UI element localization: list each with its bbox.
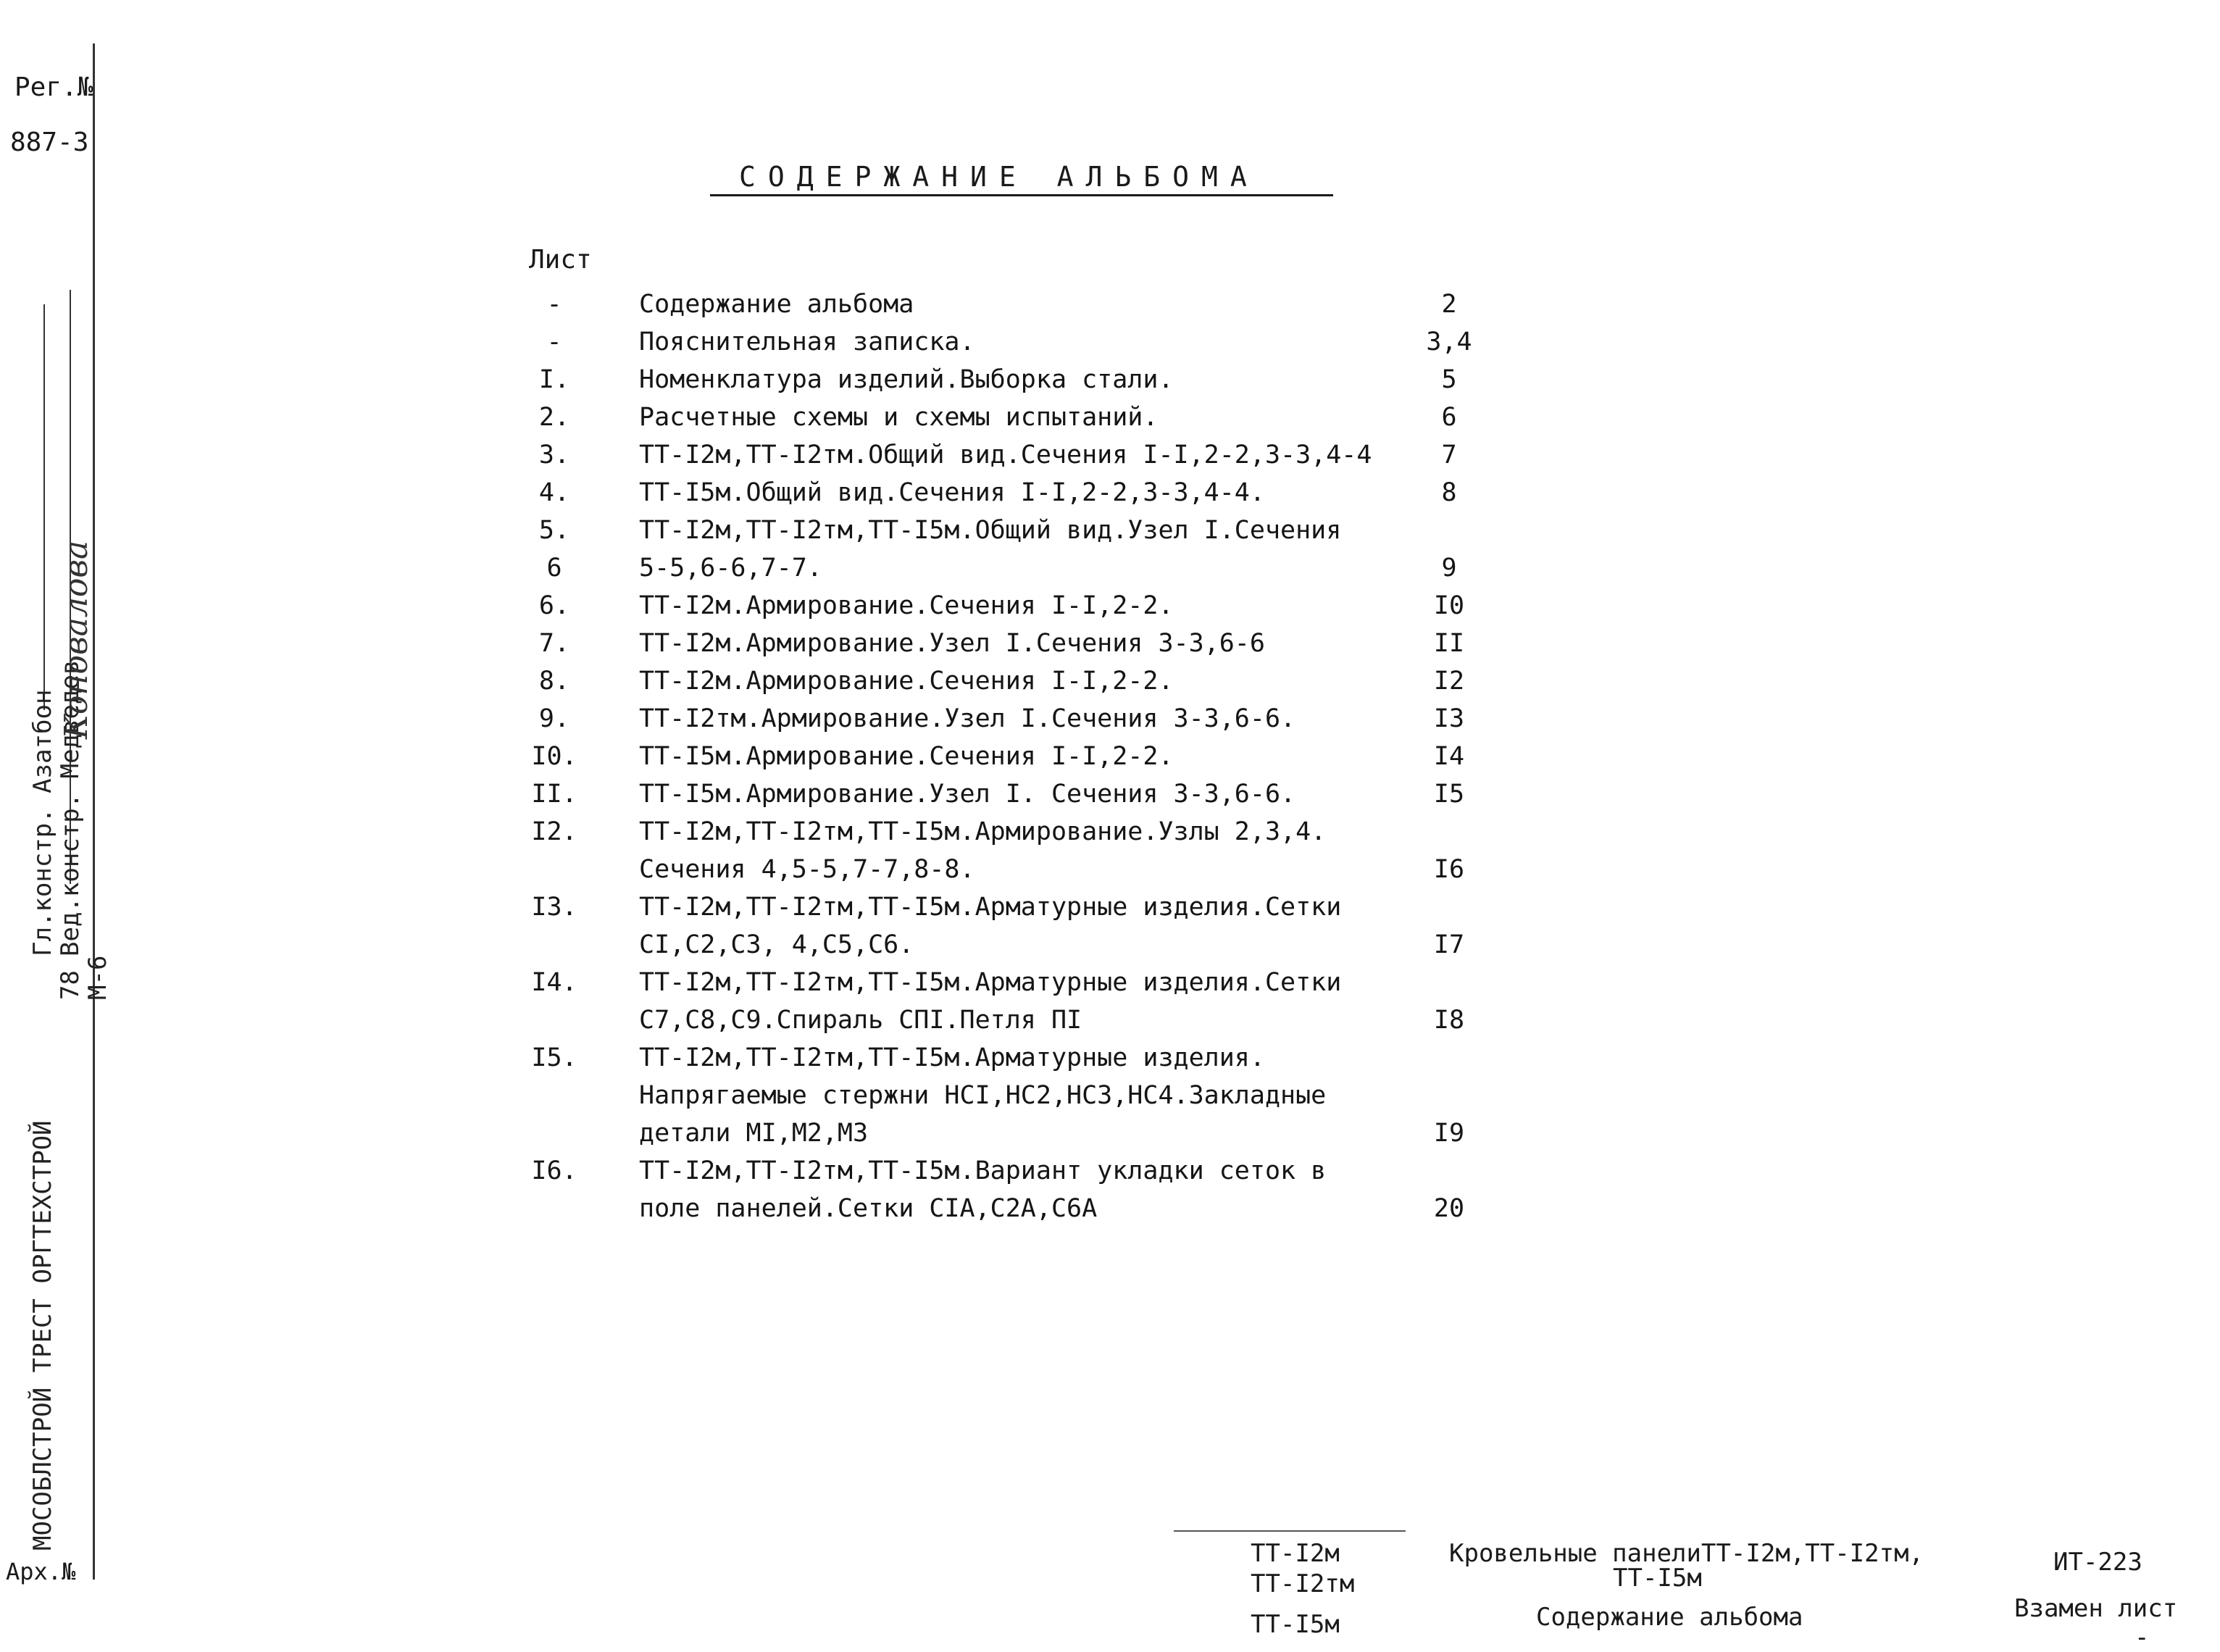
document-title: СОДЕРЖАНИЕ АЛЬБОМА: [739, 161, 1259, 193]
contents-row: [529, 629, 1485, 667]
row-page: I9: [1433, 1119, 1465, 1148]
role-sheet: М-6: [83, 955, 112, 1000]
contents-row: [529, 855, 1485, 893]
sheet-column-header: Лист: [529, 245, 592, 275]
row-text: ТТ-I2м,ТТ-I2тм,ТТ-I5м.Арматурные изделия.Сетки: [639, 968, 1342, 997]
row-page: 6: [1441, 403, 1457, 432]
registration-label: Рег.№: [14, 72, 93, 102]
row-number: 2.: [538, 403, 570, 432]
stamp-mark-3: ТТ-I5м: [1251, 1610, 1340, 1639]
row-number: 3.: [538, 441, 570, 470]
row-page: I3: [1433, 704, 1465, 733]
stamp-mark-1: ТТ-I2м: [1251, 1539, 1340, 1568]
contents-row: [529, 1006, 1485, 1043]
org-stamp: МОСОБЛСТРОЙ ТРЕСТ ОРГТЕХСТРОЙ: [28, 1120, 57, 1551]
row-page: II: [1433, 629, 1465, 658]
row-text: Сечения 4,5-5,7-7,8-8.: [639, 855, 975, 884]
stamp-title-line-1: Кровельные панелиТТ-I2м,ТТ-I2тм,: [1449, 1539, 1924, 1568]
contents-row: [529, 1194, 1485, 1232]
registration-number: 887-3: [10, 128, 89, 157]
contents-row: [529, 1081, 1485, 1119]
title-underline: [710, 194, 1333, 196]
contents-row: [529, 968, 1485, 1006]
signature-handwritten: Коновалова: [58, 540, 95, 739]
row-number: -: [546, 290, 562, 319]
stamp-code: ИТ-223: [2053, 1548, 2142, 1577]
row-number: I2.: [531, 817, 577, 846]
row-page: I8: [1433, 1006, 1465, 1035]
row-page: 9: [1441, 554, 1457, 583]
row-text: ТТ-I2м,ТТ-I2тм,ТТ-I5м.Общий вид.Узел I.Сечения: [639, 516, 1342, 545]
row-number: 8.: [538, 667, 570, 696]
row-number: 4.: [538, 478, 570, 507]
row-text: Напрягаемые стержни НСI,НС2,НС3,НС4.Закладные: [639, 1081, 1327, 1110]
contents-row: [529, 328, 1485, 365]
row-number: I.: [538, 365, 570, 394]
row-text: ТТ-I5м.Армирование.Сечения I-I,2-2.: [639, 742, 1174, 771]
contents-row: [529, 704, 1485, 742]
row-number: I0.: [531, 742, 577, 771]
stamp-replace-value: -: [2135, 1623, 2150, 1652]
role-lead: Вед.констр. Медведев: [56, 659, 85, 956]
contents-row: [529, 478, 1485, 516]
row-number: I3.: [531, 893, 577, 922]
contents-row: [529, 516, 1485, 554]
contents-row: [529, 817, 1485, 855]
row-page: 5: [1441, 365, 1457, 394]
row-page: 8: [1441, 478, 1457, 507]
contents-row: [529, 365, 1485, 403]
role-chief: Гл.констр. Азатбон: [28, 689, 57, 956]
row-page: 3,4: [1426, 328, 1472, 356]
row-text: ТТ-I2м.Армирование.Узел I.Сечения 3-3,6-6: [639, 629, 1265, 658]
contents-row: [529, 1119, 1485, 1156]
row-text: Расчетные схемы и схемы испытаний.: [639, 403, 1159, 432]
contents-row: [529, 780, 1485, 817]
row-number: I5.: [531, 1043, 577, 1072]
row-number: 7.: [538, 629, 570, 658]
row-page: I5: [1433, 780, 1465, 809]
stamp-sheet-name: Содержание альбома: [1536, 1603, 1803, 1632]
row-page: 20: [1433, 1194, 1465, 1223]
contents-row: [529, 591, 1485, 629]
row-number: II.: [531, 780, 577, 809]
row-text: ТТ-I2тм.Армирование.Узел I.Сечения 3-3,6-6.: [639, 704, 1296, 733]
row-number: I6.: [531, 1156, 577, 1185]
contents-row: [529, 1043, 1485, 1081]
row-number: -: [546, 328, 562, 356]
row-text: 5-5,6-6,7-7.: [639, 554, 822, 583]
row-number: I4.: [531, 968, 577, 997]
row-text: ТТ-I5м.Общий вид.Сечения I-I,2-2,3-3,4-4.: [639, 478, 1265, 507]
row-page: 7: [1441, 441, 1457, 470]
row-page: I0: [1433, 591, 1465, 620]
row-text: ТТ-I5м.Армирование.Узел I. Сечения 3-3,6-6.: [639, 780, 1296, 809]
row-text: ТТ-I2м,ТТ-I2тм,ТТ-I5м.Арматурные изделия.: [639, 1043, 1265, 1072]
contents-row: [529, 1156, 1485, 1194]
row-text: ТТ-I2м.Армирование.Сечения I-I,2-2.: [639, 591, 1174, 620]
row-text: C7,C8,C9.Спираль СПI.Петля ПI: [639, 1006, 1082, 1035]
row-text: поле панелей.Сетки СIА,С2А,С6А: [639, 1194, 1098, 1223]
contents-row: [529, 667, 1485, 704]
row-text: ТТ-I2м,ТТ-I2тм,ТТ-I5м.Вариант укладки сеток в: [639, 1156, 1327, 1185]
contents-row: [529, 403, 1485, 441]
row-number: 6: [546, 554, 562, 583]
archive-label: Арх.№: [6, 1558, 76, 1585]
row-page: I6: [1433, 855, 1465, 884]
row-number: 5.: [538, 516, 570, 545]
row-text: детали МI,М2,М3: [639, 1119, 869, 1148]
contents-row: [529, 893, 1485, 930]
row-text: CI,C2,C3, 4,C5,C6.: [639, 930, 914, 959]
stamp-top-rule: [1174, 1530, 1406, 1532]
margin-approval-block: [29, 660, 112, 1551]
row-text: Номенклатура изделий.Выборка стали.: [639, 365, 1174, 394]
row-text: ТТ-I2м,ТТ-I2тм,ТТ-I5м.Армирование.Узлы 2,3,4.: [639, 817, 1327, 846]
row-text: Пояснительная записка.: [639, 328, 975, 356]
row-text: ТТ-I2м,ТТ-I2тм,ТТ-I5м.Арматурные изделия.Сетки: [639, 893, 1342, 922]
contents-row: [529, 742, 1485, 780]
row-page: 2: [1441, 290, 1457, 319]
stamp-mark-2: ТТ-I2тм: [1251, 1569, 1355, 1598]
row-text: Содержание альбома: [639, 290, 914, 319]
row-text: ТТ-I2м.Армирование.Сечения I-I,2-2.: [639, 667, 1174, 696]
row-number: 9.: [538, 704, 570, 733]
contents-table: [529, 290, 1485, 1232]
contents-row: [529, 554, 1485, 591]
row-page: I2: [1433, 667, 1465, 696]
contents-row: [529, 290, 1485, 328]
contents-row: [529, 441, 1485, 478]
row-page: I7: [1433, 930, 1465, 959]
contents-row: [529, 930, 1485, 968]
row-text: ТТ-I2м,ТТ-I2тм.Общий вид.Сечения I-I,2-2,3-3,4-4: [639, 441, 1372, 470]
stamp-replace-label: Взамен лист: [2014, 1594, 2178, 1623]
role-year: 78: [56, 970, 85, 1000]
row-number: 6.: [538, 591, 570, 620]
row-page: I4: [1433, 742, 1465, 771]
stamp-title-line-2: ТТ-I5м: [1613, 1564, 1702, 1593]
margin-column-line: [43, 304, 45, 710]
